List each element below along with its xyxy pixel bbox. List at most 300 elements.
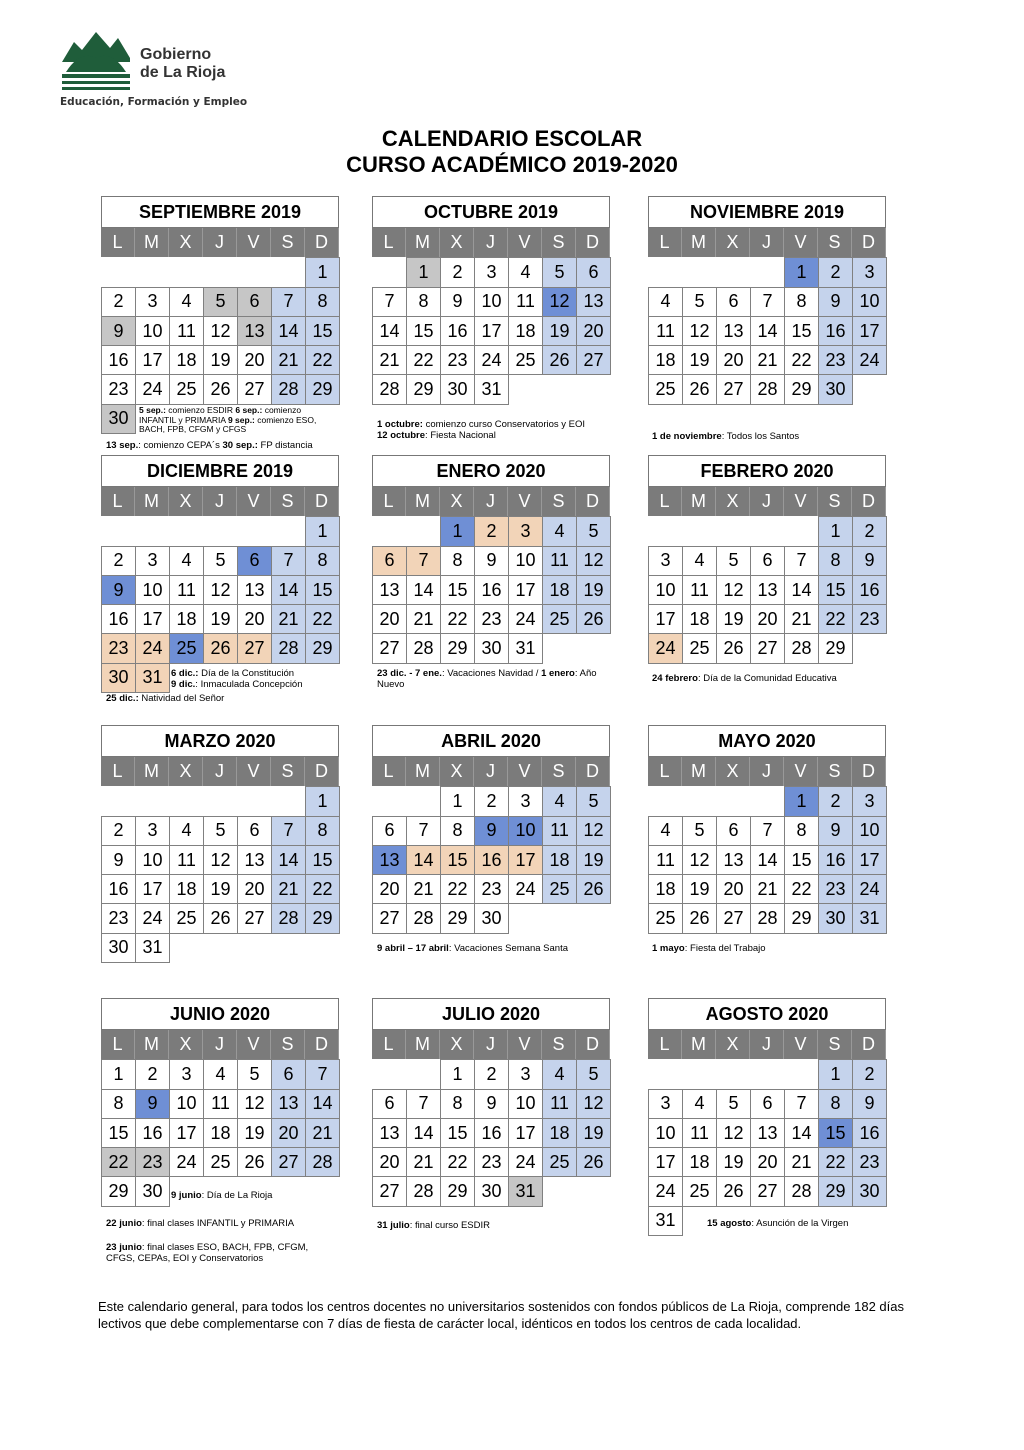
day-cell: 26 — [716, 1176, 751, 1206]
day-cell: 23 — [101, 633, 136, 663]
day-cell: 13 — [237, 575, 272, 605]
day-cell: 3 — [135, 287, 170, 317]
weekday-header: J — [203, 757, 237, 786]
day-cell: 3 — [135, 816, 170, 846]
month-march-2020 — [101, 725, 339, 962]
day-cell: 1 — [305, 516, 340, 546]
day-cell: 3 — [508, 1059, 543, 1089]
month-title: ABRIL 2020 — [372, 725, 610, 757]
day-cell: 23 — [474, 1147, 509, 1177]
weekday-header: J — [474, 1030, 508, 1059]
day-cell: 8 — [305, 546, 340, 576]
empty-cell — [169, 516, 204, 546]
day-cell: 23 — [135, 1147, 170, 1177]
empty-cell — [682, 257, 717, 287]
month-grid — [101, 228, 339, 433]
weekday-header: X — [440, 228, 474, 257]
weekday-header: S — [271, 228, 305, 257]
day-cell: 8 — [818, 1089, 853, 1119]
day-cell: 5 — [576, 516, 611, 546]
day-cell: 30 — [440, 374, 475, 404]
weekday-header: V — [508, 487, 542, 516]
day-cell: 31 — [852, 903, 887, 933]
day-cell: 15 — [818, 575, 853, 605]
day-cell: 28 — [271, 633, 306, 663]
weekday-header: S — [271, 1030, 305, 1059]
day-cell: 18 — [508, 316, 543, 346]
day-cell: 4 — [169, 816, 204, 846]
day-cell: 25 — [648, 903, 683, 933]
month-grid — [101, 757, 339, 962]
weekday-header: S — [542, 228, 576, 257]
weekday-header: L — [372, 757, 406, 786]
weekday-header: V — [784, 487, 818, 516]
weekday-header: M — [406, 487, 440, 516]
day-cell: 17 — [648, 1147, 683, 1177]
day-cell: 21 — [784, 1147, 819, 1177]
day-cell: 22 — [818, 1147, 853, 1177]
month-title: SEPTIEMBRE 2019 — [101, 196, 339, 228]
note-july: 31 julio: final curso ESDIR — [377, 1220, 490, 1231]
empty-cell — [101, 786, 136, 816]
day-cell: 21 — [305, 1118, 340, 1148]
month-title: ENERO 2020 — [372, 455, 610, 487]
day-cell: 6 — [750, 1089, 785, 1119]
day-cell: 12 — [682, 845, 717, 875]
weekday-header: V — [784, 1030, 818, 1059]
day-cell: 17 — [135, 345, 170, 375]
day-cell: 6 — [716, 816, 751, 846]
day-cell: 10 — [852, 287, 887, 317]
month-title: MAYO 2020 — [648, 725, 886, 757]
day-cell: 12 — [203, 316, 238, 346]
day-cell: 4 — [542, 1059, 577, 1089]
weekday-header: X — [169, 228, 203, 257]
day-cell: 1 — [101, 1059, 136, 1089]
weekday-header: V — [784, 757, 818, 786]
day-cell: 20 — [750, 604, 785, 634]
day-cell: 10 — [169, 1089, 204, 1119]
day-cell: 15 — [784, 316, 819, 346]
day-cell: 26 — [203, 374, 238, 404]
empty-cell — [682, 786, 717, 816]
day-cell: 11 — [169, 845, 204, 875]
day-cell: 19 — [576, 845, 611, 875]
day-cell: 18 — [542, 1118, 577, 1148]
weekday-header: L — [101, 757, 135, 786]
day-cell: 7 — [406, 546, 441, 576]
day-cell: 24 — [135, 633, 170, 663]
empty-cell — [101, 516, 136, 546]
day-cell: 26 — [716, 633, 751, 663]
weekday-header: S — [542, 757, 576, 786]
day-cell: 25 — [169, 374, 204, 404]
day-cell: 5 — [203, 287, 238, 317]
day-cell: 30 — [818, 903, 853, 933]
day-cell: 24 — [474, 345, 509, 375]
day-cell: 19 — [203, 874, 238, 904]
day-cell: 21 — [372, 345, 407, 375]
day-cell: 17 — [508, 1118, 543, 1148]
empty-cell — [135, 257, 170, 287]
day-cell: 29 — [440, 633, 475, 663]
day-cell: 26 — [576, 604, 611, 634]
day-cell: 22 — [440, 604, 475, 634]
day-cell: 28 — [406, 1176, 441, 1206]
day-cell: 1 — [406, 257, 441, 287]
empty-cell — [406, 516, 441, 546]
day-cell: 7 — [271, 816, 306, 846]
day-cell: 2 — [852, 516, 887, 546]
month-title: JULIO 2020 — [372, 998, 610, 1030]
day-cell: 10 — [508, 1089, 543, 1119]
day-cell: 17 — [648, 604, 683, 634]
day-cell: 1 — [440, 516, 475, 546]
day-cell: 18 — [682, 604, 717, 634]
day-cell: 11 — [648, 316, 683, 346]
day-cell: 30 — [474, 1176, 509, 1206]
day-cell: 13 — [716, 845, 751, 875]
day-cell: 13 — [576, 287, 611, 317]
day-cell: 5 — [576, 786, 611, 816]
day-cell: 31 — [474, 374, 509, 404]
empty-cell — [169, 786, 204, 816]
note-june-end-primary: 22 junio: final clases INFANTIL y PRIMARIA — [106, 1218, 295, 1229]
weekday-header: V — [237, 487, 271, 516]
day-cell: 18 — [542, 575, 577, 605]
day-cell: 29 — [818, 1176, 853, 1206]
empty-cell — [648, 257, 683, 287]
day-cell: 8 — [305, 816, 340, 846]
day-cell: 29 — [305, 633, 340, 663]
empty-cell — [203, 786, 238, 816]
empty-cell — [237, 516, 272, 546]
weekday-header: V — [508, 757, 542, 786]
day-cell: 23 — [852, 1147, 887, 1177]
day-cell: 27 — [237, 374, 272, 404]
day-cell: 13 — [372, 575, 407, 605]
day-cell: 17 — [474, 316, 509, 346]
empty-cell — [716, 257, 751, 287]
day-cell: 5 — [716, 546, 751, 576]
day-cell: 2 — [818, 257, 853, 287]
day-cell: 21 — [406, 874, 441, 904]
day-cell: 16 — [818, 316, 853, 346]
day-cell: 27 — [237, 903, 272, 933]
day-cell: 5 — [682, 287, 717, 317]
day-cell: 27 — [716, 374, 751, 404]
month-december-2019 — [101, 455, 339, 692]
empty-cell — [135, 786, 170, 816]
empty-cell — [372, 516, 407, 546]
empty-cell — [237, 257, 272, 287]
day-cell: 3 — [474, 257, 509, 287]
day-cell: 24 — [852, 345, 887, 375]
day-cell: 31 — [648, 1206, 683, 1236]
day-cell: 22 — [818, 604, 853, 634]
logo — [60, 28, 260, 112]
day-cell: 6 — [237, 546, 272, 576]
day-cell: 4 — [508, 257, 543, 287]
day-cell: 20 — [237, 345, 272, 375]
day-cell: 11 — [682, 1118, 717, 1148]
day-cell: 15 — [305, 316, 340, 346]
day-cell: 29 — [305, 374, 340, 404]
day-cell: 31 — [508, 1176, 543, 1206]
weekday-header: L — [101, 1030, 135, 1059]
weekday-header: L — [101, 228, 135, 257]
weekday-header: J — [474, 757, 508, 786]
day-cell: 11 — [203, 1089, 238, 1119]
day-cell: 9 — [818, 287, 853, 317]
day-cell: 26 — [682, 374, 717, 404]
day-cell: 24 — [508, 604, 543, 634]
note-december-holidays: 6 dic.: Día de la Constitución 9 dic.: Inmaculada Concepción — [171, 668, 303, 690]
day-cell: 15 — [440, 845, 475, 875]
day-cell: 19 — [576, 575, 611, 605]
weekday-header: S — [818, 757, 852, 786]
day-cell: 31 — [508, 633, 543, 663]
day-cell: 27 — [372, 1176, 407, 1206]
empty-cell — [372, 257, 407, 287]
day-cell: 29 — [305, 903, 340, 933]
day-cell: 3 — [852, 257, 887, 287]
month-february-2020 — [648, 455, 886, 663]
day-cell: 21 — [406, 604, 441, 634]
month-title: NOVIEMBRE 2019 — [648, 196, 886, 228]
day-cell: 19 — [682, 345, 717, 375]
day-cell: 14 — [271, 316, 306, 346]
weekday-header: M — [406, 757, 440, 786]
empty-cell — [682, 516, 717, 546]
empty-cell — [716, 786, 751, 816]
month-july-2020 — [372, 998, 610, 1206]
day-cell: 23 — [818, 345, 853, 375]
day-cell: 14 — [305, 1089, 340, 1119]
day-cell: 21 — [271, 604, 306, 634]
day-cell: 1 — [818, 1059, 853, 1089]
day-cell: 27 — [716, 903, 751, 933]
day-cell: 2 — [101, 546, 136, 576]
day-cell: 19 — [203, 604, 238, 634]
day-cell: 25 — [169, 903, 204, 933]
day-cell: 18 — [542, 845, 577, 875]
day-cell: 5 — [237, 1059, 272, 1089]
day-cell: 14 — [271, 575, 306, 605]
day-cell: 10 — [135, 316, 170, 346]
day-cell: 13 — [716, 316, 751, 346]
empty-cell — [271, 257, 306, 287]
day-cell: 26 — [682, 903, 717, 933]
day-cell: 17 — [135, 874, 170, 904]
day-cell: 28 — [305, 1147, 340, 1177]
day-cell: 4 — [682, 1089, 717, 1119]
day-cell: 13 — [750, 1118, 785, 1148]
day-cell: 8 — [440, 816, 475, 846]
day-cell: 1 — [784, 257, 819, 287]
empty-cell — [406, 786, 441, 816]
day-cell: 25 — [542, 1147, 577, 1177]
day-cell: 2 — [474, 1059, 509, 1089]
month-september-2019 — [101, 196, 339, 433]
day-cell: 11 — [542, 816, 577, 846]
day-cell: 29 — [784, 374, 819, 404]
day-cell: 18 — [169, 604, 204, 634]
day-cell: 23 — [818, 874, 853, 904]
day-cell: 8 — [818, 546, 853, 576]
government-logo-icon — [60, 28, 132, 92]
empty-cell — [750, 786, 785, 816]
day-cell: 15 — [101, 1118, 136, 1148]
day-cell: 3 — [508, 516, 543, 546]
day-cell: 21 — [406, 1147, 441, 1177]
day-cell: 1 — [784, 786, 819, 816]
month-title: MARZO 2020 — [101, 725, 339, 757]
weekday-header: D — [576, 1030, 610, 1059]
weekday-header: M — [135, 228, 169, 257]
day-cell: 25 — [542, 874, 577, 904]
day-cell: 25 — [648, 374, 683, 404]
day-cell: 25 — [682, 1176, 717, 1206]
day-cell: 20 — [372, 874, 407, 904]
day-cell: 9 — [101, 845, 136, 875]
day-cell: 3 — [648, 1089, 683, 1119]
weekday-header: D — [852, 487, 886, 516]
weekday-header: M — [682, 228, 716, 257]
day-cell: 18 — [648, 345, 683, 375]
day-cell: 6 — [271, 1059, 306, 1089]
month-grid — [101, 1030, 339, 1206]
day-cell: 21 — [750, 874, 785, 904]
day-cell: 21 — [750, 345, 785, 375]
day-cell: 26 — [542, 345, 577, 375]
day-cell: 23 — [101, 903, 136, 933]
weekday-header: S — [542, 487, 576, 516]
day-cell: 12 — [716, 575, 751, 605]
day-cell: 23 — [101, 374, 136, 404]
title-line1: CALENDARIO ESCOLAR — [381, 126, 643, 151]
day-cell: 28 — [271, 903, 306, 933]
day-cell: 10 — [508, 816, 543, 846]
day-cell: 2 — [852, 1059, 887, 1089]
month-june-2020 — [101, 998, 339, 1206]
day-cell: 16 — [474, 575, 509, 605]
day-cell: 18 — [682, 1147, 717, 1177]
note-october: 1 octubre: comienzo curso Conservatorios y EOI 12 octubre: Fiesta Nacional — [377, 419, 586, 441]
day-cell: 19 — [716, 604, 751, 634]
note-january: 23 dic. - 7 ene.: Vacaciones Navidad / 1 enero: Año Nuevo — [377, 668, 597, 690]
empty-cell — [716, 1059, 751, 1089]
day-cell: 21 — [784, 604, 819, 634]
day-cell: 18 — [648, 874, 683, 904]
weekday-header: L — [648, 228, 682, 257]
weekday-header: M — [135, 757, 169, 786]
footer-text: Este calendario general, para todos los centros docentes no universitarios sostenidos con fondos públicos de La Rioja, comprende 182 días lectivos que debe complementarse con 7 días de fiesta de carácter local, idénticos en todos los centros de cada localidad. — [98, 1299, 904, 1331]
day-cell: 2 — [818, 786, 853, 816]
day-cell: 28 — [750, 374, 785, 404]
day-cell: 27 — [372, 633, 407, 663]
weekday-header: L — [648, 757, 682, 786]
day-cell: 7 — [406, 1089, 441, 1119]
empty-cell — [716, 516, 751, 546]
day-cell: 14 — [406, 575, 441, 605]
day-cell: 17 — [135, 604, 170, 634]
day-cell: 15 — [440, 575, 475, 605]
day-cell: 12 — [203, 845, 238, 875]
day-cell: 20 — [271, 1118, 306, 1148]
weekday-header: D — [576, 228, 610, 257]
day-cell: 11 — [682, 575, 717, 605]
day-cell: 9 — [852, 1089, 887, 1119]
note-august: 15 agosto: Asunción de la Virgen — [707, 1218, 849, 1229]
day-cell: 26 — [203, 633, 238, 663]
weekday-header: V — [508, 228, 542, 257]
day-cell: 12 — [576, 816, 611, 846]
empty-cell — [271, 786, 306, 816]
empty-cell — [648, 516, 683, 546]
weekday-header: M — [135, 1030, 169, 1059]
day-cell: 29 — [440, 1176, 475, 1206]
day-cell: 8 — [305, 287, 340, 317]
weekday-header: J — [750, 1030, 784, 1059]
day-cell: 11 — [542, 1089, 577, 1119]
day-cell: 13 — [271, 1089, 306, 1119]
day-cell: 22 — [101, 1147, 136, 1177]
day-cell: 30 — [474, 633, 509, 663]
day-cell: 24 — [169, 1147, 204, 1177]
day-cell: 29 — [406, 374, 441, 404]
day-cell: 12 — [576, 1089, 611, 1119]
weekday-header: X — [716, 757, 750, 786]
month-title: JUNIO 2020 — [101, 998, 339, 1030]
day-cell: 7 — [406, 816, 441, 846]
month-grid — [648, 757, 886, 933]
weekday-header: X — [716, 1030, 750, 1059]
day-cell: 18 — [203, 1118, 238, 1148]
day-cell: 27 — [237, 633, 272, 663]
day-cell: 19 — [203, 345, 238, 375]
weekday-header: J — [750, 228, 784, 257]
day-cell: 28 — [271, 374, 306, 404]
day-cell: 21 — [271, 345, 306, 375]
day-cell: 12 — [237, 1089, 272, 1119]
day-cell: 2 — [101, 287, 136, 317]
empty-cell — [203, 257, 238, 287]
day-cell: 9 — [852, 546, 887, 576]
day-cell: 31 — [135, 933, 170, 963]
empty-cell — [237, 786, 272, 816]
day-cell: 19 — [682, 874, 717, 904]
month-april-2020 — [372, 725, 610, 933]
day-cell: 10 — [474, 287, 509, 317]
day-cell: 11 — [542, 546, 577, 576]
day-cell: 20 — [716, 874, 751, 904]
weekday-header: M — [682, 1030, 716, 1059]
day-cell: 20 — [716, 345, 751, 375]
weekday-header: X — [716, 228, 750, 257]
day-cell: 4 — [542, 516, 577, 546]
day-cell: 28 — [750, 903, 785, 933]
day-cell: 13 — [750, 575, 785, 605]
day-cell: 17 — [852, 845, 887, 875]
weekday-header: M — [406, 228, 440, 257]
month-title: DICIEMBRE 2019 — [101, 455, 339, 487]
day-cell: 13 — [372, 1118, 407, 1148]
org-name-line2: de La Rioja — [140, 64, 226, 81]
day-cell: 2 — [474, 516, 509, 546]
day-cell: 13 — [237, 316, 272, 346]
title-line2: CURSO ACADÉMICO 2019-2020 — [346, 152, 678, 177]
